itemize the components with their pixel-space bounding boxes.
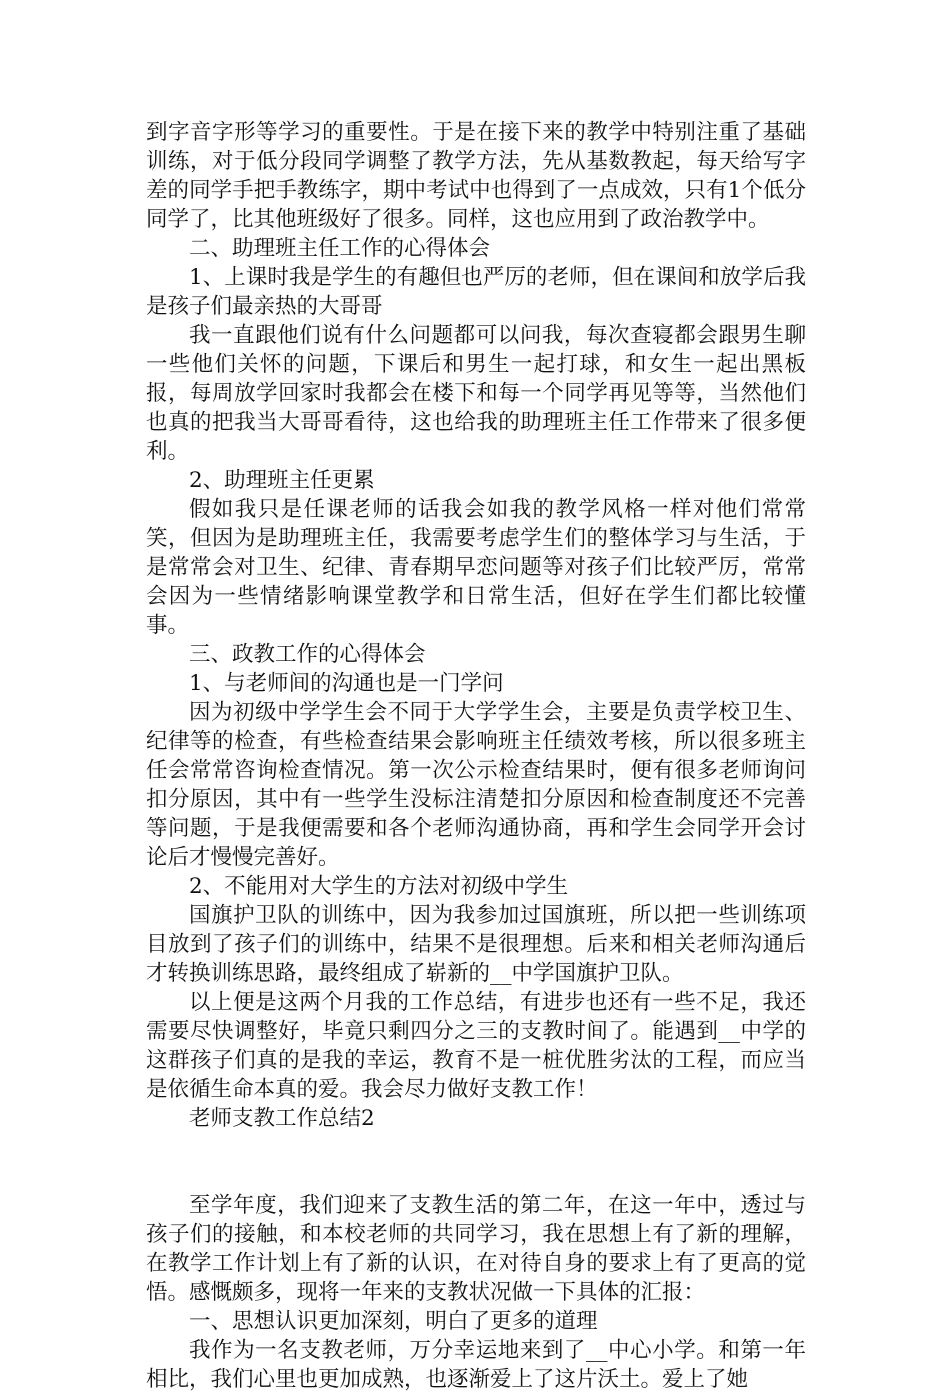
subheading-2-2: 2、助理班主任更累 bbox=[189, 468, 375, 493]
paragraph-2-1: 我一直跟他们说有什么问题都可以问我，每次查寝都会跟男生聊一些他们关怀的问题，下课后和男生一起打球，和女生一起出黑板报，每周放学回家时我都会在楼下和每一个同学再见等等，当然他们也真的把我当大哥哥看待，这也给我的助理班主任工作带来了很多便利。 bbox=[146, 323, 806, 464]
section-heading-2: 二、助理班主任工作的心得体会 bbox=[189, 236, 491, 261]
article-2-paragraph-1: 我作为一名支教老师，万分幸运地来到了__中心小学。和第一年相比，我们心里也更加成熟，也逐渐爱上了这片沃土。爱上了她 bbox=[146, 1338, 806, 1392]
conclusion-paragraph: 以上便是这两个月我的工作总结，有进步也还有一些不足，我还需要尽快调整好，毕竟只剩四分之三的支教时间了。能遇到__中学的这群孩子们真的是我的幸运，教育不是一桩优胜劣汰的工程，而应当是依循生命本真的爱。我会尽力做好支教工作！ bbox=[146, 990, 806, 1102]
document-page bbox=[146, 118, 806, 1394]
blank-line bbox=[146, 1133, 806, 1191]
paragraph-2-2: 假如我只是任课老师的话我会如我的教学风格一样对他们常常笑，但因为是助理班主任，我需要考虑学生们的整体学习与生活，于是常常会对卫生、纪律、青春期早恋问题等对孩子们比较严厉，常常会因为一些情绪影响课堂教学和日常生活，但好在学生们都比较懂事。 bbox=[146, 497, 806, 638]
subheading-3-1: 1、与老师间的沟通也是一门学问 bbox=[189, 671, 504, 696]
subheading-2-1: 1、上课时我是学生的有趣但也严厉的老师，但在课间和放学后我是孩子们最亲热的大哥哥 bbox=[146, 265, 806, 319]
article-2-section-heading-1: 一、思想认识更加深刻，明白了更多的道理 bbox=[189, 1309, 598, 1334]
paragraph-3-2: 国旗护卫队的训练中，因为我参加过国旗班，所以把一些训练项目放到了孩子们的训练中，结果不是很理想。后来和相关老师沟通后才转换训练思路，最终组成了崭新的__中学国旗护卫队。 bbox=[146, 903, 806, 986]
paragraph-3-1: 因为初级中学学生会不同于大学学生会，主要是负责学校卫生、纪律等的检查，有些检查结果会影响班主任绩效考核，所以很多班主任会常常咨询检查情况。第一次公示检查结果时，便有很多老师询问扣分原因，其中有一些学生没标注清楚扣分原因和检查制度还不完善等问题，于是我便需要和各个老师沟通协商，再和学生会同学开会讨论后才慢慢完善好。 bbox=[146, 700, 806, 870]
subheading-3-2: 2、不能用对大学生的方法对初级中学生 bbox=[189, 874, 569, 899]
paragraph-1: 到字音字形等学习的重要性。于是在接下来的教学中特别注重了基础训练，对于低分段同学调整了教学方法，先从基数教起，每天给写字差的同学手把手教练字，期中考试中也得到了一点成效，只有1个低分同学了，比其他班级好了很多。同样，这也应用到了政治教学中。 bbox=[146, 120, 806, 232]
article-2-intro: 至学年度，我们迎来了支教生活的第二年，在这一年中，透过与孩子们的接触，和本校老师的共同学习，我在思想上有了新的理解，在教学工作计划上有了新的认识，在对待自身的要求上有了更高的觉悟。感慨颇多，现将一年来的支教状况做一下具体的汇报： bbox=[146, 1193, 806, 1305]
section-heading-3: 三、政教工作的心得体会 bbox=[189, 642, 426, 667]
article-2-title: 老师支教工作总结2 bbox=[189, 1106, 375, 1131]
